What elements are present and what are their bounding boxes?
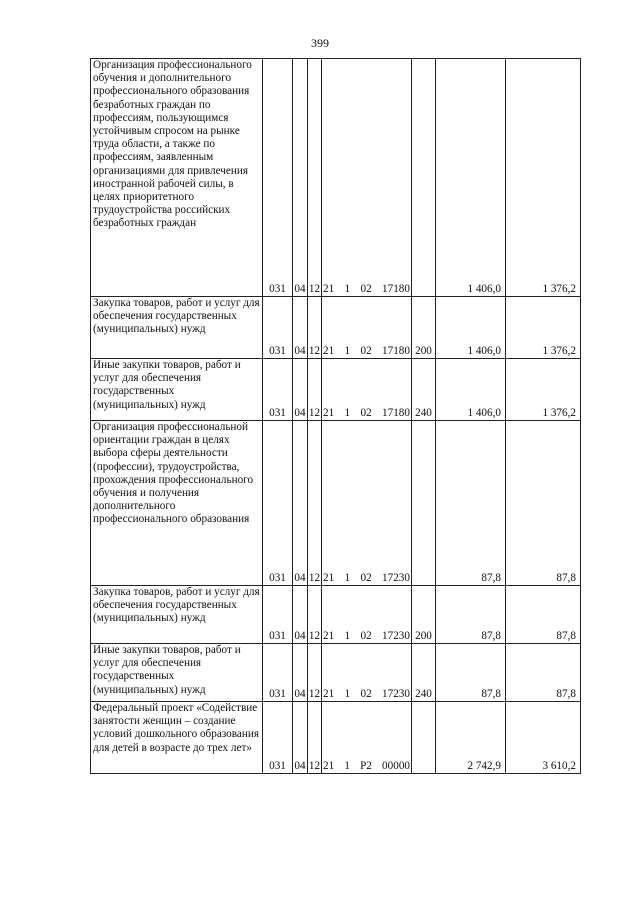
target-article-part: 02 xyxy=(360,406,372,419)
section-code-cell: 04 xyxy=(293,59,308,297)
sum-year2-cell: 87,8 xyxy=(506,586,581,644)
target-article-cell xyxy=(322,297,412,359)
sum-year1-cell: 1 406,0 xyxy=(436,59,506,297)
sum-year1-cell: 87,8 xyxy=(436,644,506,702)
sum-year2-cell: 1 376,2 xyxy=(506,297,581,359)
target-article-part: 21 xyxy=(323,282,335,295)
expense-type-cell xyxy=(412,702,436,774)
target-article-part: 17230 xyxy=(382,571,410,584)
item-name-cell: Организация профессиональной ориентации граждан в целях выбора сферы деятельности (профессии), трудоустройства, прохождения профессионального обучения и получения дополнительного профессионального образования xyxy=(91,421,263,586)
target-article-part: 02 xyxy=(360,571,372,584)
target-article-part: 21 xyxy=(323,687,335,700)
item-name-cell: Иные закупки товаров, работ и услуг для обеспечения государственных (муниципальных) нужд xyxy=(91,359,263,421)
target-article-part: P2 xyxy=(360,759,372,772)
target-article-cell xyxy=(322,586,412,644)
section-code-cell: 04 xyxy=(293,702,308,774)
item-name-cell: Закупка товаров, работ и услуг для обеспечения государственных (муниципальных) нужд xyxy=(91,297,263,359)
expense-type-cell: 200 xyxy=(412,586,436,644)
subsection-code-cell: 12 xyxy=(308,702,322,774)
section-code-cell: 04 xyxy=(293,644,308,702)
target-article-part: 1 xyxy=(344,629,351,642)
subsection-code-cell: 12 xyxy=(308,644,322,702)
table-row xyxy=(91,644,581,702)
target-article-part: 02 xyxy=(360,629,372,642)
table-row xyxy=(91,297,581,359)
sum-year1-cell: 87,8 xyxy=(436,586,506,644)
target-article-part: 17180 xyxy=(382,344,410,357)
sum-year2-cell: 1 376,2 xyxy=(506,59,581,297)
subsection-code-cell: 12 xyxy=(308,297,322,359)
target-article-part: 02 xyxy=(360,687,372,700)
target-article-part: 02 xyxy=(360,344,372,357)
target-article-cell xyxy=(322,702,412,774)
expense-type-cell xyxy=(412,421,436,586)
page-number: 399 xyxy=(311,36,329,50)
sum-year2-cell: 87,8 xyxy=(506,644,581,702)
table-row xyxy=(91,421,581,586)
admin-code-cell: 031 xyxy=(263,359,293,421)
target-article-part: 17180 xyxy=(382,282,410,295)
section-code-cell: 04 xyxy=(293,421,308,586)
target-article-part: 21 xyxy=(323,629,335,642)
table-row xyxy=(91,702,581,774)
expense-type-cell: 240 xyxy=(412,359,436,421)
table-row xyxy=(91,359,581,421)
admin-code-cell: 031 xyxy=(263,59,293,297)
subsection-code-cell: 12 xyxy=(308,359,322,421)
sum-year1-cell: 87,8 xyxy=(436,421,506,586)
sum-year2-cell: 3 610,2 xyxy=(506,702,581,774)
admin-code-cell: 031 xyxy=(263,586,293,644)
item-name-cell: Иные закупки товаров, работ и услуг для обеспечения государственных (муниципальных) нужд xyxy=(91,644,263,702)
admin-code-cell: 031 xyxy=(263,702,293,774)
target-article-part: 21 xyxy=(323,759,335,772)
target-article-part: 21 xyxy=(323,344,335,357)
target-article-part: 1 xyxy=(344,687,351,700)
admin-code-cell: 031 xyxy=(263,644,293,702)
sum-year2-cell: 87,8 xyxy=(506,421,581,586)
table-row xyxy=(91,59,581,297)
section-code-cell: 04 xyxy=(293,586,308,644)
target-article-cell xyxy=(322,644,412,702)
table-row xyxy=(91,586,581,644)
target-article-part: 17230 xyxy=(382,687,410,700)
target-article-part: 17230 xyxy=(382,629,410,642)
target-article-part: 1 xyxy=(344,406,351,419)
target-article-part: 21 xyxy=(323,406,335,419)
target-article-part: 00000 xyxy=(382,759,410,772)
section-code-cell: 04 xyxy=(293,359,308,421)
subsection-code-cell: 12 xyxy=(308,421,322,586)
target-article-part: 1 xyxy=(344,759,350,772)
sum-year1-cell: 2 742,9 xyxy=(436,702,506,774)
expense-type-cell: 200 xyxy=(412,297,436,359)
expense-type-cell xyxy=(412,59,436,297)
target-article-part: 1 xyxy=(344,571,351,584)
sum-year1-cell: 1 406,0 xyxy=(436,297,506,359)
admin-code-cell: 031 xyxy=(263,297,293,359)
target-article-part: 02 xyxy=(360,282,372,295)
target-article-cell xyxy=(322,359,412,421)
sum-year2-cell: 1 376,2 xyxy=(506,359,581,421)
subsection-code-cell: 12 xyxy=(308,59,322,297)
admin-code-cell: 031 xyxy=(263,421,293,586)
item-name-cell: Организация профессионального обучения и дополнительного профессионального образования безработных граждан по профессиям, пользующимся устойчивым спросом на рынке труда области, а также по профессиям, заявленным организациями для привлечения иностранной рабочей силы, в целях приоритетного трудоустройства российских безработных граждан xyxy=(91,59,263,297)
target-article-part: 1 xyxy=(344,282,351,295)
target-article-cell xyxy=(322,59,412,297)
sum-year1-cell: 1 406,0 xyxy=(436,359,506,421)
subsection-code-cell: 12 xyxy=(308,586,322,644)
target-article-part: 1 xyxy=(344,344,351,357)
section-code-cell: 04 xyxy=(293,297,308,359)
item-name-cell: Закупка товаров, работ и услуг для обеспечения государственных (муниципальных) нужд xyxy=(91,586,263,644)
budget-table xyxy=(90,58,581,774)
item-name-cell: Федеральный проект «Содействие занятости женщин – создание условий дошкольного образования для детей в возрасте до трех лет» xyxy=(91,702,263,774)
target-article-part: 21 xyxy=(323,571,335,584)
target-article-cell xyxy=(322,421,412,586)
target-article-part: 17180 xyxy=(382,406,410,419)
expense-type-cell: 240 xyxy=(412,644,436,702)
